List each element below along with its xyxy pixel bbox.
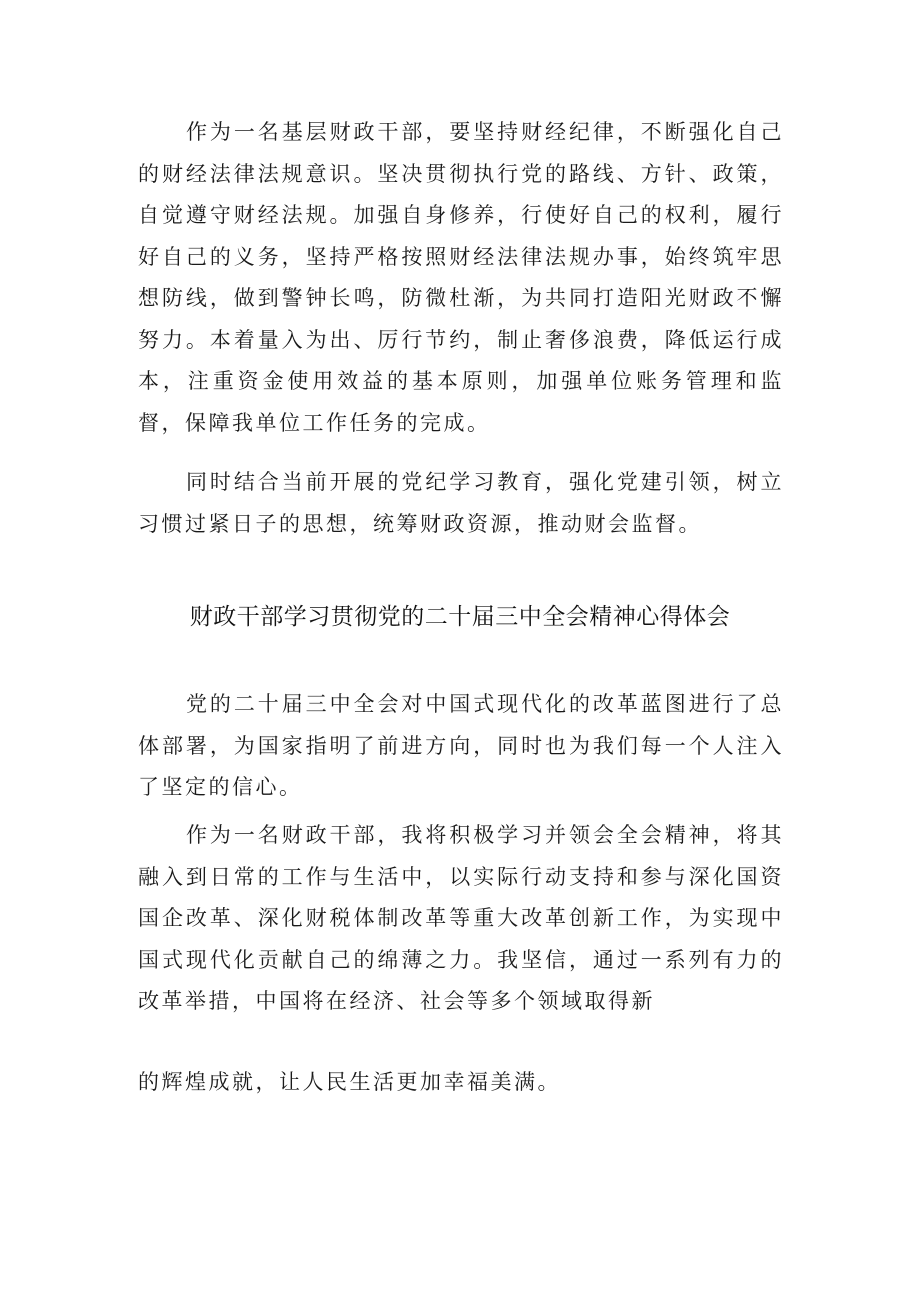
section-heading: 财政干部学习贯彻党的二十届三中全会精神心得体会 — [189, 604, 731, 630]
paragraph-discipline: 作为一名基层财政干部，要坚持财经纪律，不断强化自己的财经法律法规意识。坚决贯彻执行党的路线、方针、政策，自觉遵守财经法规。加强自身修养，行使好自己的权利，履行好自己的义务，坚持严格按照财经法律法规办事，始终筑牢思想防线，做到警钟长鸣，防微杜渐，为共同打造阳光财政不懈努力。本着量入为出、厉行节约，制止奢侈浪费，降低运行成本，注重资金使用效益的基本原则，加强单位账务管理和监督，保障我单位工作任务的完成。 — [138, 120, 784, 435]
paragraph-party-education: 同时结合当前开展的党纪学习教育，强化党建引领，树立习惯过紧日子的思想，统筹财政资源，推动财会监督。 — [138, 470, 784, 536]
paragraph-commitment: 作为一名财政干部，我将积极学习并领会全会精神，将其融入到日常的工作与生活中，以实际行动支持和参与深化国资国企改革、深化财税体制改革等重大改革创新工作，为实现中国式现代化贡献自己的绵薄之力。我坚信，通过一系列有力的改革举措，中国将在经济、社会等多个领域取得新 — [138, 823, 784, 1013]
paragraph-continuation: 的辉煌成就，让人民生活更加幸福美满。 — [138, 1070, 561, 1094]
paragraph-plenum-blueprint: 党的二十届三中全会对中国式现代化的改革蓝图进行了总体部署，为国家指明了前进方向，同时也为我们每一个人注入了坚定的信心。 — [138, 692, 784, 799]
